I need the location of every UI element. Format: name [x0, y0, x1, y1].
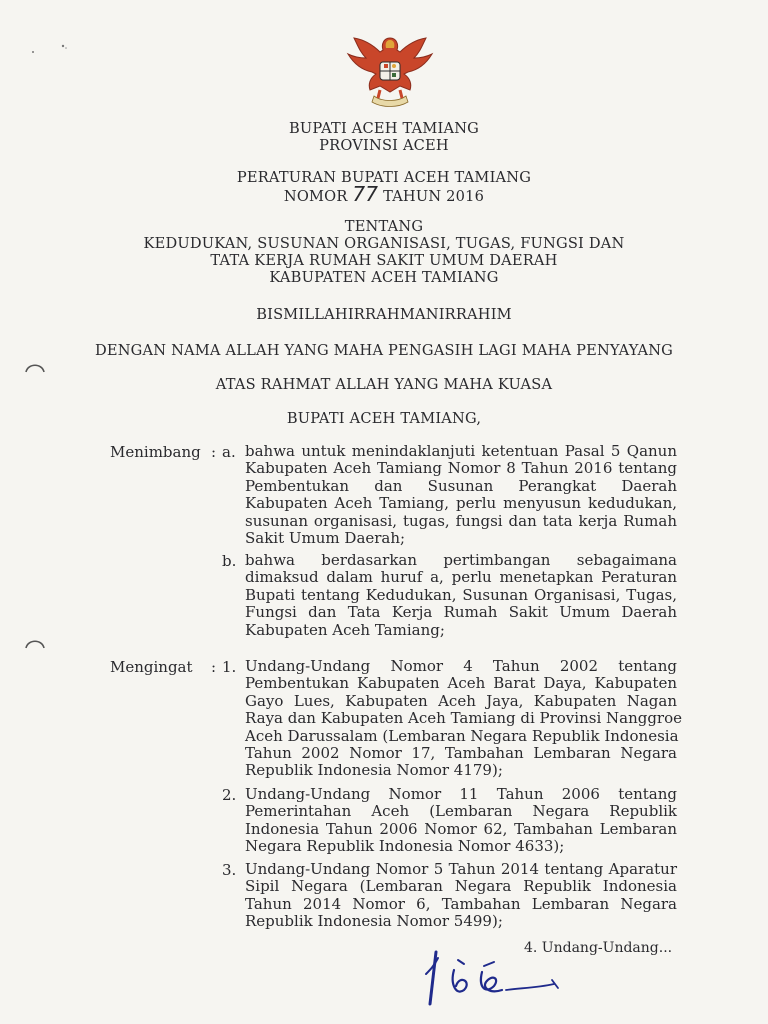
text-line: Undang-Undang Nomor 5 Tahun 2014 tentang Aparatur [245, 860, 677, 878]
punch-hole-mark-icon [24, 360, 46, 374]
text-line: bahwa untuk menindaklanjuti ketentuan Pasal 5 Qanun [245, 442, 677, 460]
basmalah [0, 306, 768, 323]
text-line: Undang-Undang Nomor 4 Tahun 2002 tentang [245, 657, 677, 675]
text-line: Pemerintahan Aceh (Lembaran Negara Republik [245, 802, 677, 821]
mengingat-item-3-marker: 3. [222, 861, 237, 879]
mengingat-item-2 [245, 786, 677, 856]
punch-hole-mark-icon [24, 636, 46, 650]
scan-speck-marks [30, 42, 70, 62]
menimbang-label: Menimbang [110, 443, 201, 461]
text-line: Tahun 2014 Nomor 6, Tambahan Lembaran Negara [245, 894, 677, 913]
signature-paraf-icon [420, 944, 570, 1014]
text-line: susunan organisasi, tugas, fungsi dan tata kerja Rumah [245, 511, 677, 530]
regulation-title-block [0, 169, 768, 205]
regulation-number [0, 182, 768, 206]
text-line: Aceh Darussalam (Lembaran Negara Republik Indonesia [245, 726, 679, 745]
text-line: Negara Republik Indonesia Nomor 4633); [245, 837, 565, 856]
text-line: Bupati tentang Kedudukan, Susunan Organisasi, Tugas, [245, 585, 677, 604]
text-line: Fungsi dan Tata Kerja Rumah Sakit Umum Daerah [245, 603, 677, 622]
invocation-text: DENGAN NAMA ALLAH YANG MAHA PENGASIH LAGI MAHA PENYAYANG [94, 342, 674, 359]
text-line: Pembentukan dan Susunan Perangkat Daerah [245, 476, 677, 495]
authority-heading [0, 120, 768, 154]
text-line: Pembentukan Kabupaten Aceh Barat Daya, Kabupaten [245, 674, 677, 693]
invocation [0, 342, 768, 359]
continuation-note: 4. Undang-Undang... [524, 940, 673, 956]
text-line: bahwa berdasarkan pertimbangan sebagaimana [245, 551, 677, 569]
mengingat-item-2-marker: 2. [222, 786, 237, 804]
text-line: Indonesia Tahun 2006 Nomor 62, Tambahan Lembaran [245, 819, 677, 838]
text-line: Republik Indonesia Nomor 4179); [245, 761, 503, 780]
basmalah-text: BISMILLAHIRRAHMANIRRAHIM [256, 306, 512, 323]
text-line: Raya dan Kabupaten Aceh Tamiang di Provinsi Nanggroe [245, 709, 683, 728]
menimbang-item-a-marker: a. [222, 443, 236, 461]
subject-line-3: KABUPATEN ACEH TAMIANG [269, 269, 499, 286]
mengingat-colon: : [211, 658, 217, 676]
menimbang-item-a [245, 443, 677, 547]
grace [0, 376, 768, 393]
authority-line-1: BUPATI ACEH TAMIANG [288, 120, 480, 137]
issuer-text: BUPATI ACEH TAMIANG, [286, 410, 482, 427]
text-line: Republik Indonesia Nomor 5499); [245, 912, 503, 931]
tentang-label: TENTANG [344, 218, 424, 235]
issuer [0, 410, 768, 427]
mengingat-item-1 [245, 657, 683, 780]
text-line: Gayo Lues, Kabupaten Aceh Jaya, Kabupaten Nagan [245, 691, 677, 710]
text-line: Sipil Negara (Lembaran Negara Republik Indonesia [245, 877, 677, 896]
subject-block [0, 218, 768, 286]
text-line: Kabupaten Aceh Tamiang Nomor 8 Tahun 2016 tentang [245, 459, 677, 478]
text-line: Sakit Umum Daerah; [245, 529, 406, 548]
menimbang-item-b [245, 552, 677, 639]
menimbang-item-b-marker: b. [222, 552, 237, 570]
regulation-title: PERATURAN BUPATI ACEH TAMIANG [236, 169, 532, 186]
authority-line-2: PROVINSI ACEH [319, 137, 449, 154]
garuda-emblem-icon [340, 30, 440, 112]
text-line: Tahun 2002 Nomor 17, Tambahan Lembaran Negara [245, 744, 677, 763]
number-value: 77 [352, 182, 379, 206]
text-line: Undang-Undang Nomor 11 Tahun 2006 tentang [245, 785, 677, 803]
menimbang-colon: : [211, 443, 217, 461]
subject-line-1: KEDUDUKAN, SUSUNAN ORGANISASI, TUGAS, FUNGSI DAN [143, 235, 625, 252]
text-line: dimaksud dalam huruf a, perlu menetapkan Peraturan [245, 568, 677, 587]
text-line: Kabupaten Aceh Tamiang; [245, 620, 445, 639]
mengingat-item-1-marker: 1. [222, 658, 237, 676]
text-line: Kabupaten Aceh Tamiang, perlu menyusun kedudukan, [245, 494, 677, 513]
mengingat-label: Mengingat [110, 658, 193, 676]
mengingat-item-3 [245, 861, 677, 931]
number-prefix: NOMOR [283, 188, 348, 205]
subject-line-2: TATA KERJA RUMAH SAKIT UMUM DAERAH [210, 252, 558, 269]
number-suffix: TAHUN 2016 [383, 188, 485, 205]
grace-text: ATAS RAHMAT ALLAH YANG MAHA KUASA [215, 376, 553, 393]
